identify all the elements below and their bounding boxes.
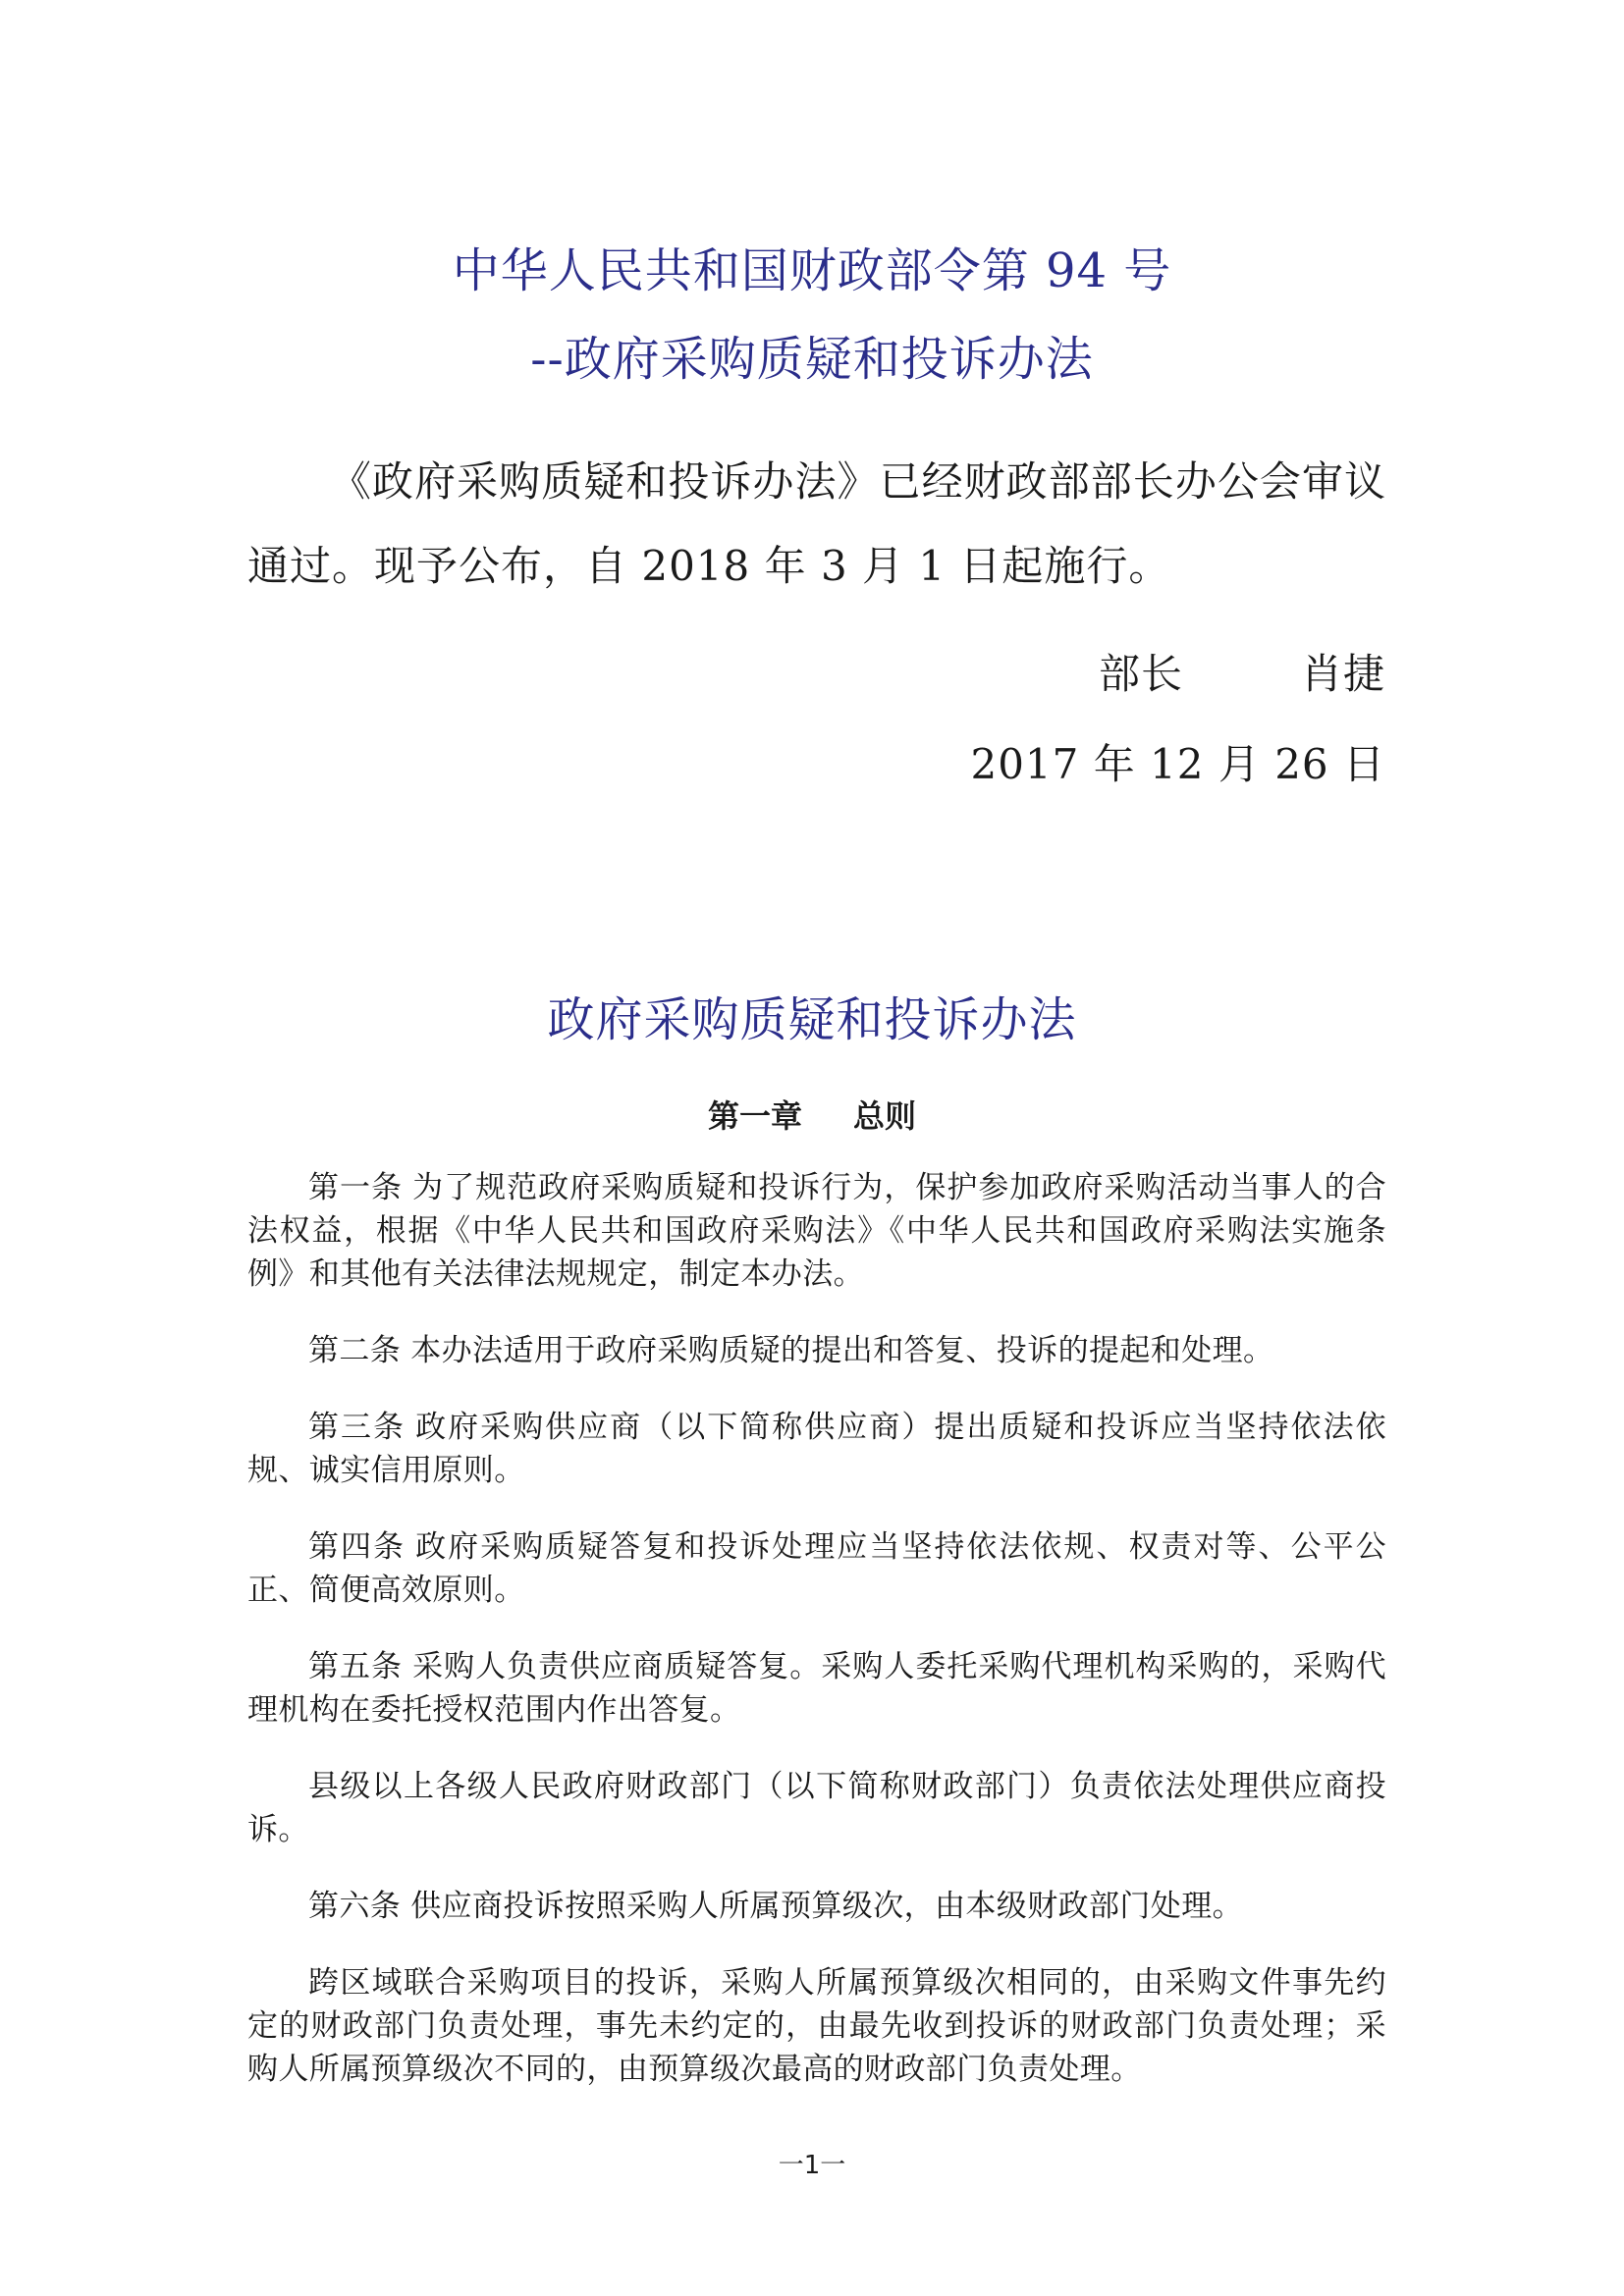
article-paragraph — [247, 1406, 1386, 1492]
article-text: 跨区域联合采购项目的投诉，采购人所属预算级次相同的，由采购文件事先约定的财政部门负责处理，事先未约定的，由最先收到投诉的财政部门负责处理；采购人所属预算级次不同的，由预算级次最高的财政部门负责处理。 — [247, 1965, 1386, 2087]
article-paragraph — [247, 1645, 1386, 1732]
article-text: 采购人负责供应商质疑答复。采购人委托采购代理机构采购的，采购代理机构在委托授权范围内作出答复。 — [247, 1649, 1386, 1728]
article-number: 第四条 — [308, 1529, 406, 1565]
article-text: 供应商投诉按照采购人所属预算级次，由本级财政部门处理。 — [410, 1889, 1244, 1924]
document-title: 政府采购质疑和投诉办法 — [547, 992, 1077, 1047]
chapter-heading — [0, 1096, 1624, 1136]
article-number: 第六条 — [308, 1889, 402, 1924]
article-text: 为了规范政府采购质疑和投诉行为，保护参加政府采购活动当事人的合法权益，根据《中华人民共和国政府采购法》《中华人民共和国政府采购法实施条例》和其他有关法律法规规定，制定本办法。 — [247, 1170, 1386, 1292]
decree-date: 2017 年 12 月 26 日 — [970, 740, 1385, 788]
article-paragraph — [247, 1961, 1386, 2091]
article-paragraph — [247, 1525, 1386, 1612]
article-paragraph — [247, 1765, 1386, 1851]
article-paragraph — [247, 1329, 1386, 1372]
article-paragraph — [247, 1885, 1386, 1928]
article-number: 第一条 — [308, 1170, 404, 1205]
minister-title: 部长 — [1098, 650, 1183, 698]
decree-title-line2: --政府采购质疑和投诉办法 — [530, 332, 1094, 387]
chapter-number: 第一章 — [707, 1097, 802, 1135]
minister-name: 肖捷 — [1300, 650, 1385, 698]
article-number: 第三条 — [308, 1410, 406, 1445]
decree-title-line1: 中华人民共和国财政部令第 94 号 — [452, 243, 1172, 298]
article-number: 第五条 — [308, 1649, 404, 1684]
minister-signature — [1099, 650, 1385, 699]
article-text: 本办法适用于政府采购质疑的提出和答复、投诉的提起和处理。 — [410, 1333, 1274, 1368]
article-text: 政府采购质疑答复和投诉处理应当坚持依法依规、权责对等、公平公正、简便高效原则。 — [247, 1529, 1386, 1608]
article-number: 第二条 — [308, 1333, 402, 1368]
article-list — [247, 1166, 1386, 2124]
article-paragraph — [247, 1166, 1386, 1296]
article-text: 县级以上各级人民政府财政部门（以下简称财政部门）负责依法处理供应商投诉。 — [247, 1769, 1386, 1847]
page-number: 一1一 — [778, 2151, 846, 2180]
article-text: 政府采购供应商（以下简称供应商）提出质疑和投诉应当坚持依法依规、诚实信用原则。 — [247, 1410, 1386, 1488]
chapter-title: 总则 — [853, 1097, 917, 1135]
promulgation-paragraph: 《政府采购质疑和投诉办法》已经财政部部长办公会审议通过。现予公布，自 2018 年 3 月 1 日起施行。 — [247, 457, 1386, 590]
